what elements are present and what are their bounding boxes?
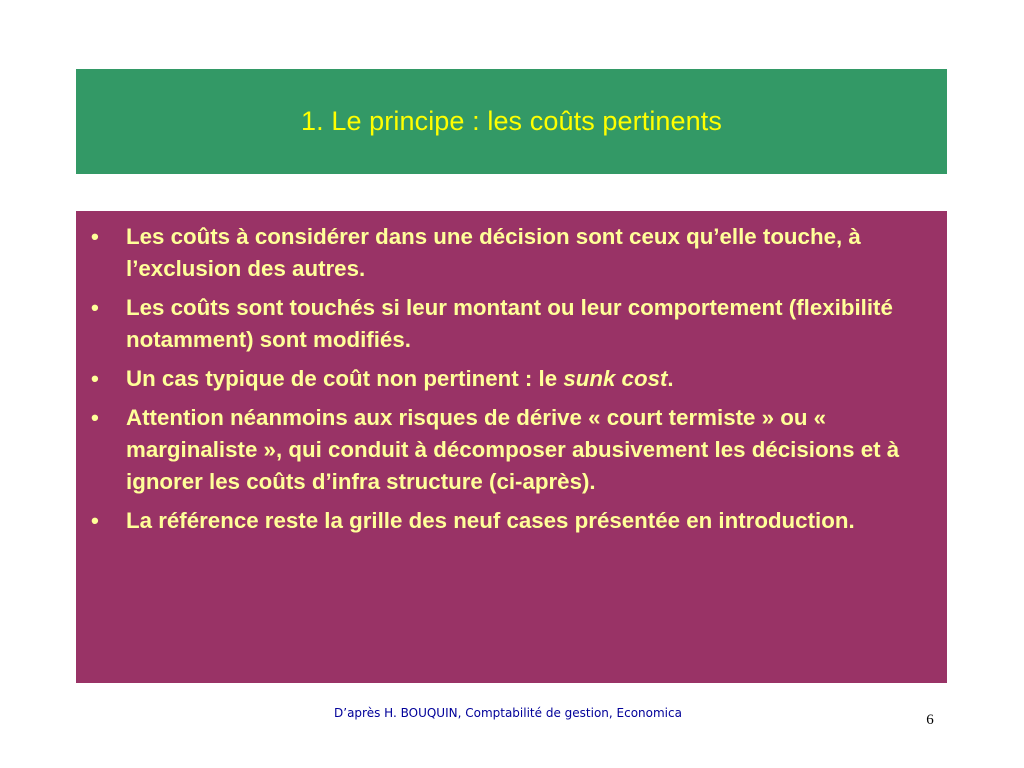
bullet-item: [86, 402, 931, 498]
title-banner: [76, 69, 947, 174]
content-panel: [76, 211, 947, 683]
bullet-list: [86, 221, 931, 537]
bullet-marker: •: [91, 295, 99, 320]
bullet-text-end: .: [667, 366, 674, 391]
bullet-item: [86, 221, 931, 285]
bullet-text: Un cas typique de coût non pertinent : le: [126, 366, 564, 391]
bullet-text: La référence reste la grille des neuf cases présentée en introduction.: [126, 508, 855, 533]
bullet-item: [86, 292, 931, 356]
bullet-marker: •: [91, 366, 99, 391]
bullet-marker: •: [91, 405, 99, 430]
bullet-text: Les coûts à considérer dans une décision sont ceux qu’elle touche, à l’exclusion des autres.: [126, 224, 861, 281]
page-number: 6: [926, 712, 934, 728]
bullet-marker: •: [91, 508, 99, 533]
bullet-text: Attention néanmoins aux risques de dérive « court termiste » ou « marginaliste », qui conduit à décomposer abusivement les décisions et à ignorer les coûts d’infra structure (ci-après).: [126, 405, 900, 494]
bullet-marker: •: [91, 224, 99, 249]
bullet-item: [86, 505, 931, 537]
bullet-text-italic: sunk cost: [563, 366, 668, 391]
bullet-item: [86, 363, 931, 395]
slide-title: 1. Le principe : les coûts pertinents: [301, 106, 722, 136]
footer-citation: D’après H. BOUQUIN, Comptabilité de gestion, Economica: [334, 706, 682, 720]
bullet-text: Les coûts sont touchés si leur montant ou leur comportement (flexibilité notamment) sont modifiés.: [126, 295, 893, 352]
